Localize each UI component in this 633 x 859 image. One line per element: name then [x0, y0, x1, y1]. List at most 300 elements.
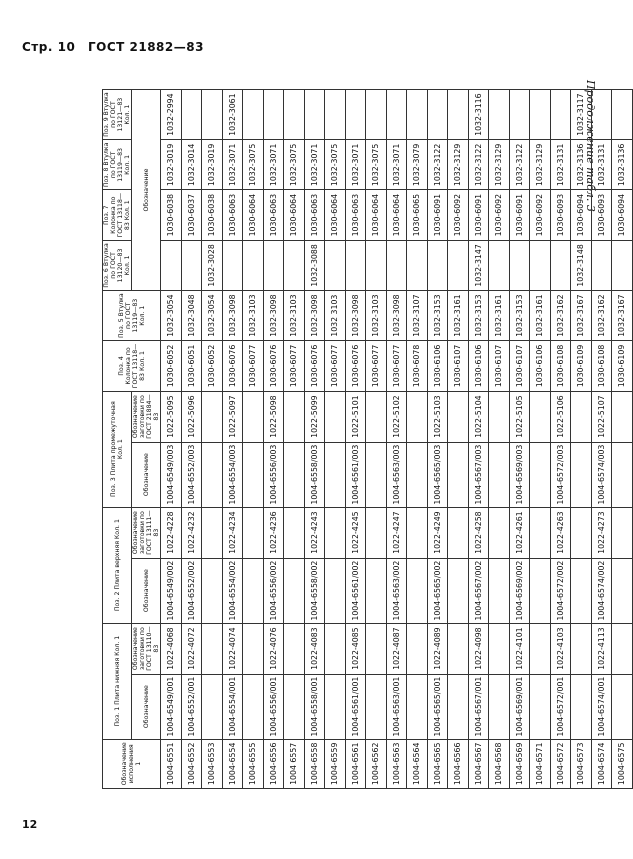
table-cell-c11: 1030-6094: [612, 190, 633, 240]
table-cell-c3: [243, 623, 264, 674]
col-header-upper-plate: Поз. 2 Плита верхняя Кол. 1: [103, 507, 132, 623]
table-cell-c13: [181, 90, 202, 140]
table-cell-c1: 1004-6571: [530, 739, 551, 788]
table-cell-c3: 1022-4113: [591, 623, 612, 674]
table-cell-c11: 1030-6093: [550, 190, 571, 240]
table-cell-c2: [202, 674, 223, 739]
table-cell-c2: 1004-6556/001: [263, 674, 284, 739]
table-cell-c13: [386, 90, 407, 140]
table-cell-c6: 1004-6569/003: [509, 442, 530, 507]
table-cell-c5: 1022-4247: [386, 507, 407, 558]
table-cell-c3: 1022-4085: [345, 623, 366, 674]
table-cell-c3: [202, 623, 223, 674]
table-cell-c4: [202, 558, 223, 623]
table-cell-c7: [243, 391, 264, 442]
table-cell-c5: 1022-4234: [222, 507, 243, 558]
table-cell-c3: [571, 623, 592, 674]
table-cell-c5: [571, 507, 592, 558]
table-cell-c1: 1004-6562: [366, 739, 387, 788]
table-row: [612, 90, 633, 789]
table-cell-c12: 1032-3129: [530, 140, 551, 190]
table-cell-c3: 1022-4074: [222, 623, 243, 674]
table-cell-c13: [489, 90, 510, 140]
table-cell-c2: 1004-6558/001: [304, 674, 325, 739]
table-cell-c6: 1004-6574/003: [591, 442, 612, 507]
table-cell-c6: 1004-6549/003: [161, 442, 182, 507]
table-cell-c9: 1032-3098: [222, 291, 243, 341]
table-cell-c11: 1030-6064: [386, 190, 407, 240]
col-header-lower-plate: Поз. 1 Плита нижняя Кол. 1: [103, 623, 132, 739]
table-cell-c10: [530, 240, 551, 290]
table-cell-c7: [448, 391, 469, 442]
table-cell-c7: 1022-5095: [161, 391, 182, 442]
table-cell-c8: 1030-6109: [571, 341, 592, 391]
table-cell-c7: 1022-5103: [427, 391, 448, 442]
table-cell-c7: 1022-5099: [304, 391, 325, 442]
table-cell-c9: 1032-3098: [304, 291, 325, 341]
table-row: [243, 90, 264, 789]
table-cell-c9: 1032-3153: [509, 291, 530, 341]
table-cell-c6: 1004-6561/003: [345, 442, 366, 507]
table-cell-c9: 1032-3103: [243, 291, 264, 341]
table-cell-c1: 1004-6552: [181, 739, 202, 788]
table-cell-c11: 1030-6065: [407, 190, 428, 240]
table-cell-c6: [612, 442, 633, 507]
table-cell-c13: [509, 90, 530, 140]
table-cell-c5: 1022-4258: [468, 507, 489, 558]
table-cell-c10: [550, 240, 571, 290]
table-cell-c7: 1022-5096: [181, 391, 202, 442]
table-cell-c5: 1022-4261: [509, 507, 530, 558]
table-cell-c7: 1022-5105: [509, 391, 530, 442]
table-cell-c1: 1004-6556: [263, 739, 284, 788]
table-cell-c7: 1022-5098: [263, 391, 284, 442]
table-cell-c13: 1032-2994: [161, 90, 182, 140]
table-cell-c12: 1032-3136: [612, 140, 633, 190]
table-cell-c10: [325, 240, 346, 290]
table-cell-c8: 1030-6077: [325, 341, 346, 391]
col-header-column-4: Поз. 4 Колонка по ГОСТ 13118—83 Кол. 1: [103, 341, 161, 391]
table-cell-c4: 1004-6556/002: [263, 558, 284, 623]
table-cell-c2: 1004-6567/001: [468, 674, 489, 739]
table-cell-c7: [325, 391, 346, 442]
table-cell-c3: 1022-4083: [304, 623, 325, 674]
table-cell-c7: 1022-5097: [222, 391, 243, 442]
table-cell-c11: 1030-6091: [427, 190, 448, 240]
table-row: [386, 90, 407, 789]
table-cell-c5: [612, 507, 633, 558]
table-cell-c10: [366, 240, 387, 290]
table-cell-c13: [530, 90, 551, 140]
table-cell-c9: 1032-3103: [366, 291, 387, 341]
table-cell-c3: 1022-4098: [468, 623, 489, 674]
table-cell-c12: 1032-3071: [345, 140, 366, 190]
sub-header-blank-1: Обозначение заготовки по ГОСТ 13110—83: [132, 623, 161, 674]
table-cell-c10: [222, 240, 243, 290]
table-cell-c12: 1032-3075: [243, 140, 264, 190]
col-header-column-7: Поз. 7 Колонка по ГОСТ 13118—83 Кол. 1: [103, 190, 132, 240]
table-cell-c7: [530, 391, 551, 442]
table-cell-c5: 1022-4232: [181, 507, 202, 558]
table-cell-c8: 1030-6076: [304, 341, 325, 391]
table-cell-c8: 1030-6052: [202, 341, 223, 391]
table-row: [530, 90, 551, 789]
table-cell-c9: 1032-3161: [489, 291, 510, 341]
col-header-bushing-5: Поз. 5 Втулка по ГОСТ 13119—83 Кол. 1: [103, 291, 161, 341]
table-cell-c4: 1004-6567/002: [468, 558, 489, 623]
table-row: [468, 90, 489, 789]
table-cell-c11: 1030-6063: [304, 190, 325, 240]
table-cell-c11: 1030-6064: [243, 190, 264, 240]
table-cell-c6: [284, 442, 305, 507]
table-row: [550, 90, 571, 789]
table-row: [407, 90, 428, 789]
table-cell-c10: 1032-3147: [468, 240, 489, 290]
table-cell-c9: 1032-3048: [181, 291, 202, 341]
table-cell-c4: 1004-6572/002: [550, 558, 571, 623]
table-cell-c1: 1004-6559: [325, 739, 346, 788]
table-cell-c13: [366, 90, 387, 140]
table-cell-c13: 1032-3117: [571, 90, 592, 140]
table-cell-c5: 1022-4249: [427, 507, 448, 558]
table-cell-c6: [407, 442, 428, 507]
table-cell-c12: 1032-3131: [550, 140, 571, 190]
table-cell-c13: [550, 90, 571, 140]
table-cell-c7: [202, 391, 223, 442]
table-cell-c9: 1032-3167: [571, 291, 592, 341]
table-cell-c11: 1030-6094: [571, 190, 592, 240]
table-cell-c3: [489, 623, 510, 674]
table-cell-c3: 1022-4076: [263, 623, 284, 674]
table-cell-c9: 1032-3098: [263, 291, 284, 341]
table-row: [202, 90, 223, 789]
table-cell-c8: 1030-6077: [243, 341, 264, 391]
table-cell-c12: 1032-3122: [468, 140, 489, 190]
table-cell-c2: 1004-6572/001: [550, 674, 571, 739]
table-cell-c12: 1032-3071: [304, 140, 325, 190]
table-cell-c10: 1032-3148: [571, 240, 592, 290]
table-cell-c11: 1030-6064: [366, 190, 387, 240]
table-cell-c13: [407, 90, 428, 140]
table-cell-c1: 1004-6566: [448, 739, 469, 788]
table-cell-c2: 1004-6549/001: [161, 674, 182, 739]
table-cell-c7: [489, 391, 510, 442]
table-cell-c1: 1004-6573: [571, 739, 592, 788]
table-cell-c2: 1004-6569/001: [509, 674, 530, 739]
table-cell-c13: [263, 90, 284, 140]
table-cell-c9: 1032-3161: [530, 291, 551, 341]
table-cell-c4: [366, 558, 387, 623]
table-cell-c10: [509, 240, 530, 290]
table-cell-c5: [489, 507, 510, 558]
table-cell-c6: [489, 442, 510, 507]
table-header-row-1: [103, 90, 132, 789]
table-cell-c10: [386, 240, 407, 290]
table-cell-c4: 1004-6549/002: [161, 558, 182, 623]
table-cell-c13: [427, 90, 448, 140]
table-cell-c4: 1004-6552/002: [181, 558, 202, 623]
table-cell-c4: 1004-6565/002: [427, 558, 448, 623]
page-label: Стр. 10: [22, 40, 76, 54]
table-cell-c5: [448, 507, 469, 558]
table-row: [509, 90, 530, 789]
table-cell-c5: [407, 507, 428, 558]
table-cell-c8: 1030-6077: [284, 341, 305, 391]
table-cell-c11: 1030-6038: [161, 190, 182, 240]
table-cell-c4: 1004-6574/002: [591, 558, 612, 623]
table-cell-c8: 1030-6107: [489, 341, 510, 391]
sub-header-designation-6-9: Обозначение: [132, 90, 161, 291]
table-row: [366, 90, 387, 789]
table-cell-c7: [571, 391, 592, 442]
table-cell-c6: [448, 442, 469, 507]
table-row: [161, 90, 182, 789]
table-cell-c1: 1004-6554: [222, 739, 243, 788]
table-cell-c7: [284, 391, 305, 442]
table-cell-c9: 1032-3162: [550, 291, 571, 341]
page-number: 12: [22, 818, 38, 831]
table-cell-c12: 1032-3019: [202, 140, 223, 190]
table-cell-c10: [161, 240, 182, 290]
table-cell-c2: 1004-6574/001: [591, 674, 612, 739]
table-cell-c7: 1022-5101: [345, 391, 366, 442]
table-cell-c9: 1032-3161: [448, 291, 469, 341]
table-cell-c5: 1022-4243: [304, 507, 325, 558]
table-cell-c9: 1032-3153: [427, 291, 448, 341]
table-cell-c8: 1030-6106: [468, 341, 489, 391]
table-cell-c11: 1030-6093: [591, 190, 612, 240]
table-cell-c8: 1030-6108: [550, 341, 571, 391]
table-cell-c5: [202, 507, 223, 558]
table-cell-c13: [202, 90, 223, 140]
table-cell-c1: 1004-6575: [612, 739, 633, 788]
col-header-bushing-8: Поз. 8 Втулка по ГОСТ 13119—83 Кол. 1: [103, 140, 132, 190]
table-cell-c5: [284, 507, 305, 558]
table-cell-c2: [284, 674, 305, 739]
table-cell-c6: 1004-6554/003: [222, 442, 243, 507]
table-cell-c9: 1032-3098: [386, 291, 407, 341]
table-cell-c8: 1030-6078: [407, 341, 428, 391]
table-cell-c2: [325, 674, 346, 739]
table-row: [448, 90, 469, 789]
table-cell-c3: [612, 623, 633, 674]
col-header-intermediate-plate: Поз. 3 Плита промежуточная Кол. 1: [103, 391, 132, 507]
table-cell-c1: 1004-6563: [386, 739, 407, 788]
table-cell-c6: 1004-6565/003: [427, 442, 448, 507]
table-row: [304, 90, 325, 789]
table-cell-c11: 1030-6091: [509, 190, 530, 240]
col-header-bushing-9: Поз. 9 Втулка по ГОСТ 13121—83 Кол. 1: [103, 90, 132, 140]
table-cell-c13: 1032-3116: [468, 90, 489, 140]
table-cell-c4: [243, 558, 264, 623]
table-cell-c8: 1030-6108: [591, 341, 612, 391]
table-cell-c1: 1004-6574: [591, 739, 612, 788]
table-row: [284, 90, 305, 789]
table-cell-c1: 1004-6561: [345, 739, 366, 788]
table-cell-c13: [284, 90, 305, 140]
table-cell-c1: 1004-6569: [509, 739, 530, 788]
table-cell-c4: [284, 558, 305, 623]
table-cell-c9: 1032-3098: [345, 291, 366, 341]
table-cell-c11: 1030-6092: [448, 190, 469, 240]
table-cell-c10: [284, 240, 305, 290]
table-cell-c7: 1022-5102: [386, 391, 407, 442]
table-row: [222, 90, 243, 789]
table-cell-c5: [366, 507, 387, 558]
table-cell-c9: 1032-3107: [407, 291, 428, 341]
table-cell-c10: 1032-3028: [202, 240, 223, 290]
table-cell-c1: 1004-6567: [468, 739, 489, 788]
table-cell-c1: 1004-6558: [304, 739, 325, 788]
table-cell-c2: [489, 674, 510, 739]
page-header: [22, 40, 212, 54]
table-cell-c12: 1032-3122: [427, 140, 448, 190]
table-cell-c9: 1032 3103: [325, 291, 346, 341]
table-cell-c3: 1022-4103: [550, 623, 571, 674]
table-cell-c3: 1022-4089: [427, 623, 448, 674]
table-cell-c10: [345, 240, 366, 290]
table-cell-c13: [591, 90, 612, 140]
table-cell-c12: 1032-3129: [448, 140, 469, 190]
table-cell-c4: [530, 558, 551, 623]
table-cell-c13: [304, 90, 325, 140]
table-cell-c2: 1004-6554/001: [222, 674, 243, 739]
table-cell-c2: [530, 674, 551, 739]
table-cell-c12: 1032-3071: [386, 140, 407, 190]
table-cell-c8: 1030-6076: [345, 341, 366, 391]
table-cell-c4: 1004-6561/002: [345, 558, 366, 623]
table-cell-c12: 1032-3071: [263, 140, 284, 190]
table-cell-c12: 1032-3075: [284, 140, 305, 190]
table-cell-c2: 1004-6561/001: [345, 674, 366, 739]
table-cell-c11: 1030-6063: [263, 190, 284, 240]
table-cell-c9: 1032-3054: [202, 291, 223, 341]
table-cell-c8: 1030-6106: [427, 341, 448, 391]
table-cell-c7: 1022-5107: [591, 391, 612, 442]
table-cell-c8: 1030-6076: [263, 341, 284, 391]
standard-label: ГОСТ 21882—83: [87, 40, 204, 54]
table-cell-c13: [448, 90, 469, 140]
table-cell-c2: [571, 674, 592, 739]
table-cell-c10: [243, 240, 264, 290]
table-cell-c11: 1030-6037: [181, 190, 202, 240]
rotated-table-container: [102, 89, 627, 789]
table-cell-c11: 1030-6063: [222, 190, 243, 240]
table-caption: Продолжение табл. 3: [584, 80, 597, 212]
table-cell-c8: 1030-6109: [612, 341, 633, 391]
table-cell-c8: 1030-6076: [222, 341, 243, 391]
table-cell-c3: [325, 623, 346, 674]
table-cell-c12: 1032-3122: [509, 140, 530, 190]
sub-header-blank-3: Обозначение заготовки по ГОСТ 21884—83: [132, 391, 161, 442]
col-header-variant: Обозначение исполнения 1: [103, 739, 161, 788]
table-cell-c10: [591, 240, 612, 290]
table-cell-c8: 1030-6106: [530, 341, 551, 391]
table-cell-c12: 1032-3071: [222, 140, 243, 190]
table-cell-c6: [325, 442, 346, 507]
table-cell-c9: 1032-3167: [612, 291, 633, 341]
table-cell-c1: 1004-6565: [427, 739, 448, 788]
table-cell-c12: 1032-3075: [325, 140, 346, 190]
table-cell-c4: [489, 558, 510, 623]
table-cell-c3: [407, 623, 428, 674]
table-cell-c11: 1030-6038: [202, 190, 223, 240]
table-cell-c9: 1032-3162: [591, 291, 612, 341]
table-cell-c9: 1032-3153: [468, 291, 489, 341]
table-cell-c10: 1032-3088: [304, 240, 325, 290]
table-cell-c5: [243, 507, 264, 558]
sub-header-designation-1: Обозначение: [132, 674, 161, 739]
table-cell-c1: 1004-6551: [161, 739, 182, 788]
table-row: [263, 90, 284, 789]
table-cell-c5: [530, 507, 551, 558]
table-cell-c13: [612, 90, 633, 140]
table-cell-c7: 1022-5104: [468, 391, 489, 442]
table-cell-c6: [571, 442, 592, 507]
table-cell-c5: 1022-4228: [161, 507, 182, 558]
table-cell-c4: 1004-6569/002: [509, 558, 530, 623]
table-cell-c2: [448, 674, 469, 739]
table-cell-c1: 1004-6553: [202, 739, 223, 788]
table-cell-c6: 1004-6563/003: [386, 442, 407, 507]
table-cell-c1: 1004 6557: [284, 739, 305, 788]
table-cell-c10: [489, 240, 510, 290]
table-cell-c6: [366, 442, 387, 507]
components-table: [102, 89, 633, 789]
table-cell-c3: 1022-4072: [181, 623, 202, 674]
table-cell-c8: 1030-6077: [386, 341, 407, 391]
table-cell-c7: [407, 391, 428, 442]
table-cell-c2: [243, 674, 264, 739]
table-cell-c6: 1004-6556/003: [263, 442, 284, 507]
table-cell-c8: 1030-6052: [161, 341, 182, 391]
table-cell-c8: 1030-6107: [448, 341, 469, 391]
table-cell-c11: 1030-6063: [345, 190, 366, 240]
table-cell-c3: 1022-4101: [509, 623, 530, 674]
table-cell-c7: [612, 391, 633, 442]
table-cell-c5: 1022-4245: [345, 507, 366, 558]
table-cell-c4: [325, 558, 346, 623]
table-cell-c4: [407, 558, 428, 623]
table-cell-c3: [530, 623, 551, 674]
table-cell-c10: [181, 240, 202, 290]
table-cell-c12: 1032-3019: [161, 140, 182, 190]
table-cell-c9: 1032-3054: [161, 291, 182, 341]
table-cell-c4: [448, 558, 469, 623]
table-cell-c12: 1032-3079: [407, 140, 428, 190]
table-body: [161, 90, 633, 789]
table-cell-c11: 1030-6064: [325, 190, 346, 240]
table-cell-c4: 1004-6558/002: [304, 558, 325, 623]
table-cell-c11: 1030-6092: [489, 190, 510, 240]
table-cell-c6: [202, 442, 223, 507]
table-cell-c1: 1004-6555: [243, 739, 264, 788]
table-cell-c6: 1004-6558/003: [304, 442, 325, 507]
table-cell-c6: [243, 442, 264, 507]
table-cell-c6: [530, 442, 551, 507]
table-cell-c12: 1032-3136: [571, 140, 592, 190]
table-cell-c8: 1030-6107: [509, 341, 530, 391]
table-row: [489, 90, 510, 789]
table-cell-c4: [571, 558, 592, 623]
table-cell-c4: 1004-6563/002: [386, 558, 407, 623]
table-row: [181, 90, 202, 789]
table-cell-c4: 1004-6554/002: [222, 558, 243, 623]
table-cell-c2: 1004-6563/001: [386, 674, 407, 739]
table-row: [591, 90, 612, 789]
col-header-bushing-6: Поз. 6 Втулка по ГОСТ 13120—83 Кол. 1: [103, 240, 132, 290]
table-cell-c5: [325, 507, 346, 558]
